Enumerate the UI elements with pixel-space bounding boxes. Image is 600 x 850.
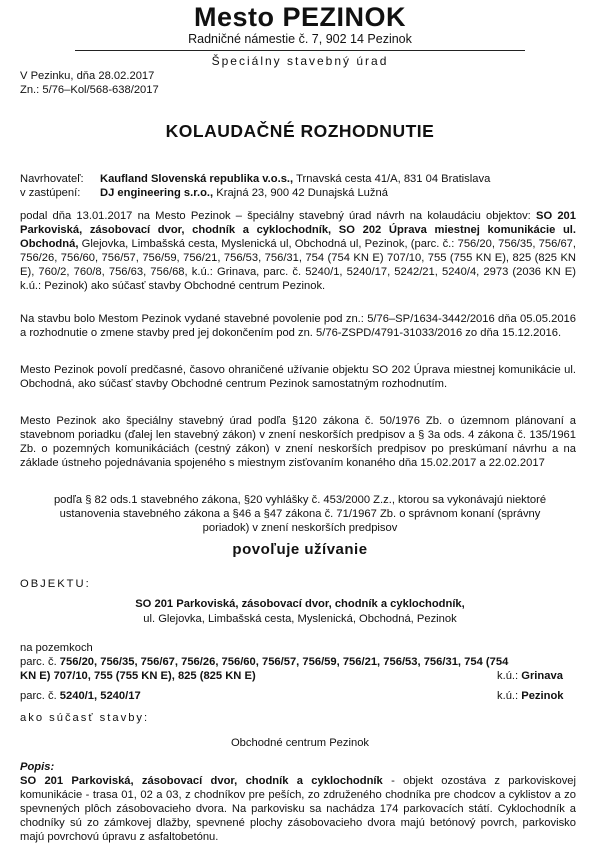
cadastral-area-pezinok (497, 689, 564, 703)
representative-address: Krajná 23, 900 42 Dunajská Lužná (216, 187, 388, 199)
proposal-intro: podal dňa 13.01.2017 na Mesto Pezinok – špeciálny stavebný úrad návrh na kolaudáciu objektov: (20, 210, 531, 222)
paragraph-building-permit: Na stavbu bolo Mestom Pezinok vydané stavebné povolenie pod zn.: 5/76–SP/1634-3442/2016 dňa 05.05.2016 a rozhodnutie o zmene stavby pred jej dokončením pod zn. 5/76-ZSPD/4791-31033/2016 zo dňa 15.12.2016. (20, 313, 576, 339)
office-address: Radničné námestie č. 7, 902 14 Pezinok (188, 32, 412, 46)
reference-number: Zn.: 5/76–Kol/568-638/2017 (20, 84, 159, 96)
paragraph-legal-references: podľa § 82 ods.1 stavebného zákona, §20 vyhlášky č. 453/2000 Z.z., ktorou sa vykonávajú niektoré ustanovenia stavebného zákona a §46 a §47 zákona č. 71/1967 Zb. o správnom konaní (správny poriadok) v znení neskorších predpisov (53, 494, 547, 534)
proposer-address: Trnavská cesta 41/A, 831 04 Bratislava (296, 173, 491, 185)
object-name: SO 201 Parkoviská, zásobovací dvor, chodník a cyklochodník, (135, 598, 465, 610)
object-label: OBJEKTU: (20, 578, 91, 590)
cadastral-label: k.ú.: (497, 670, 519, 682)
header-divider (75, 50, 525, 51)
document-title: KOLAUDAČNÉ ROZHODNUTIE (165, 121, 435, 141)
representative-name: DJ engineering s.r.o., (100, 187, 214, 199)
document-date: V Pezinku, dňa 28.02.2017 (20, 70, 155, 82)
cadastral-grinava: Grinava (521, 670, 563, 682)
description-paragraph (20, 774, 576, 844)
part-of-label: ako súčasť stavby: (20, 712, 150, 724)
representative (100, 186, 388, 200)
description-label: Popis: (20, 761, 55, 773)
description-object: SO 201 Parkoviská, zásobovací dvor, chodník a cyklochodník (20, 775, 383, 787)
representative-label: v zastúpení: (20, 187, 81, 199)
permit-statement: povoľuje užívanie (232, 541, 368, 558)
paragraph-legal-basis: Mesto Pezinok ako špeciálny stavebný úrad podľa §120 zákona č. 50/1976 Zb. o územnom plánovaní a stavebnom poriadku (ďalej len stavebný zákon) v znení neskorších predpisov a § 3a ods. 4 zákona č. 135/1961 Zb. o pozemných komunikáciách (cestný zákon) v znení neskorších predpisov po preskúmaní návrhu a na základe ústneho pojednávania spojeného s miestnym zisťovaním konaného dňa 15.02.2017 a 22.02.2017 (20, 415, 576, 469)
parcels-grinava-continued: KN E) 707/10, 755 (755 KN E), 825 (825 KN E) (20, 670, 256, 682)
proposer-label: Navrhovateľ: (20, 173, 84, 185)
parcels-pezinok-line (20, 689, 141, 703)
parcels-grinava: 756/20, 756/35, 756/67, 756/26, 756/60, 756/57, 756/59, 756/21, 756/53, 756/31, 754 (754 (59, 656, 509, 668)
paragraph-early-use: Mesto Pezinok povolí predčasné, časovo ohraničené užívanie objektu SO 202 Úprava miestnej komunikácie ul. Obchodná, ako súčasť stavby Obchodné centrum Pezinok samostatným rozhodnutím. (20, 364, 576, 390)
city-heading: Mesto PEZINOK (193, 2, 407, 32)
paragraph-proposal (20, 209, 576, 293)
proposal-details: Glejovka, Limbašská cesta, Myslenická ul, Obchodná ul, Pezinok, (parc. č.: 756/20, 756/35, 756/67, 756/26, 756/60, 756/57, 756/59, 756/21, 756/53, 756/31, 754 (754 KN E) 707/10, 755 (755 KN E), 825 (825 KN E), 760/2, 760/8, 756/63, 756/68, k.ú.: Grinava, parc. č. 5240/1, 5240/17, 5242/21, 5240/4, 2973 (2036 KN E) k.ú.: Pezinok) ako súčasť stavby Obchodné centrum Pezinok. (20, 238, 577, 292)
parcel-prefix-2: parc. č. (20, 690, 57, 702)
office-name: Špeciálny stavebný úrad (211, 54, 389, 68)
proposer-name: Kaufland Slovenská republika v.o.s., (100, 173, 294, 185)
proposal-objects: SO 201 Parkoviská, zásobovací dvor, chodník a cyklochodník, SO 202 Úprava miestnej komunikácie ul. Obchodná, (20, 210, 576, 250)
object-location: ul. Glejovka, Limbašská cesta, Myslenická, Obchodná, Pezinok (143, 613, 457, 625)
cadastral-area-grinava (497, 669, 563, 683)
cadastral-label-2: k.ú.: (497, 690, 519, 702)
description-text: - objekt ozostáva z parkoviskovej komunikácie - trasa 01, 02 a 03, z chodníkov pre peších, zo združeného chodníka pre chodcov a cyklistov a zo spevnených plôch zásobovacieho dvora. Na parkovisku sa nachádza 174 parkovacích státí. Cyklochodník a chodníky sú zo zámkovej dlažby, spevnené plochy zásobovacieho dvora majú betónový povrch, parkovisko majú povrchovú úpravu z asfaltobetónu. (20, 775, 577, 843)
proposer (100, 172, 490, 186)
parcel-prefix: parc. č. (20, 656, 57, 668)
parcels-pezinok: 5240/1, 5240/17 (59, 690, 141, 702)
land-label: na pozemkoch (20, 642, 93, 654)
building-name: Obchodné centrum Pezinok (230, 737, 370, 749)
parcels-grinava-line (20, 655, 508, 669)
cadastral-pezinok: Pezinok (521, 690, 564, 702)
